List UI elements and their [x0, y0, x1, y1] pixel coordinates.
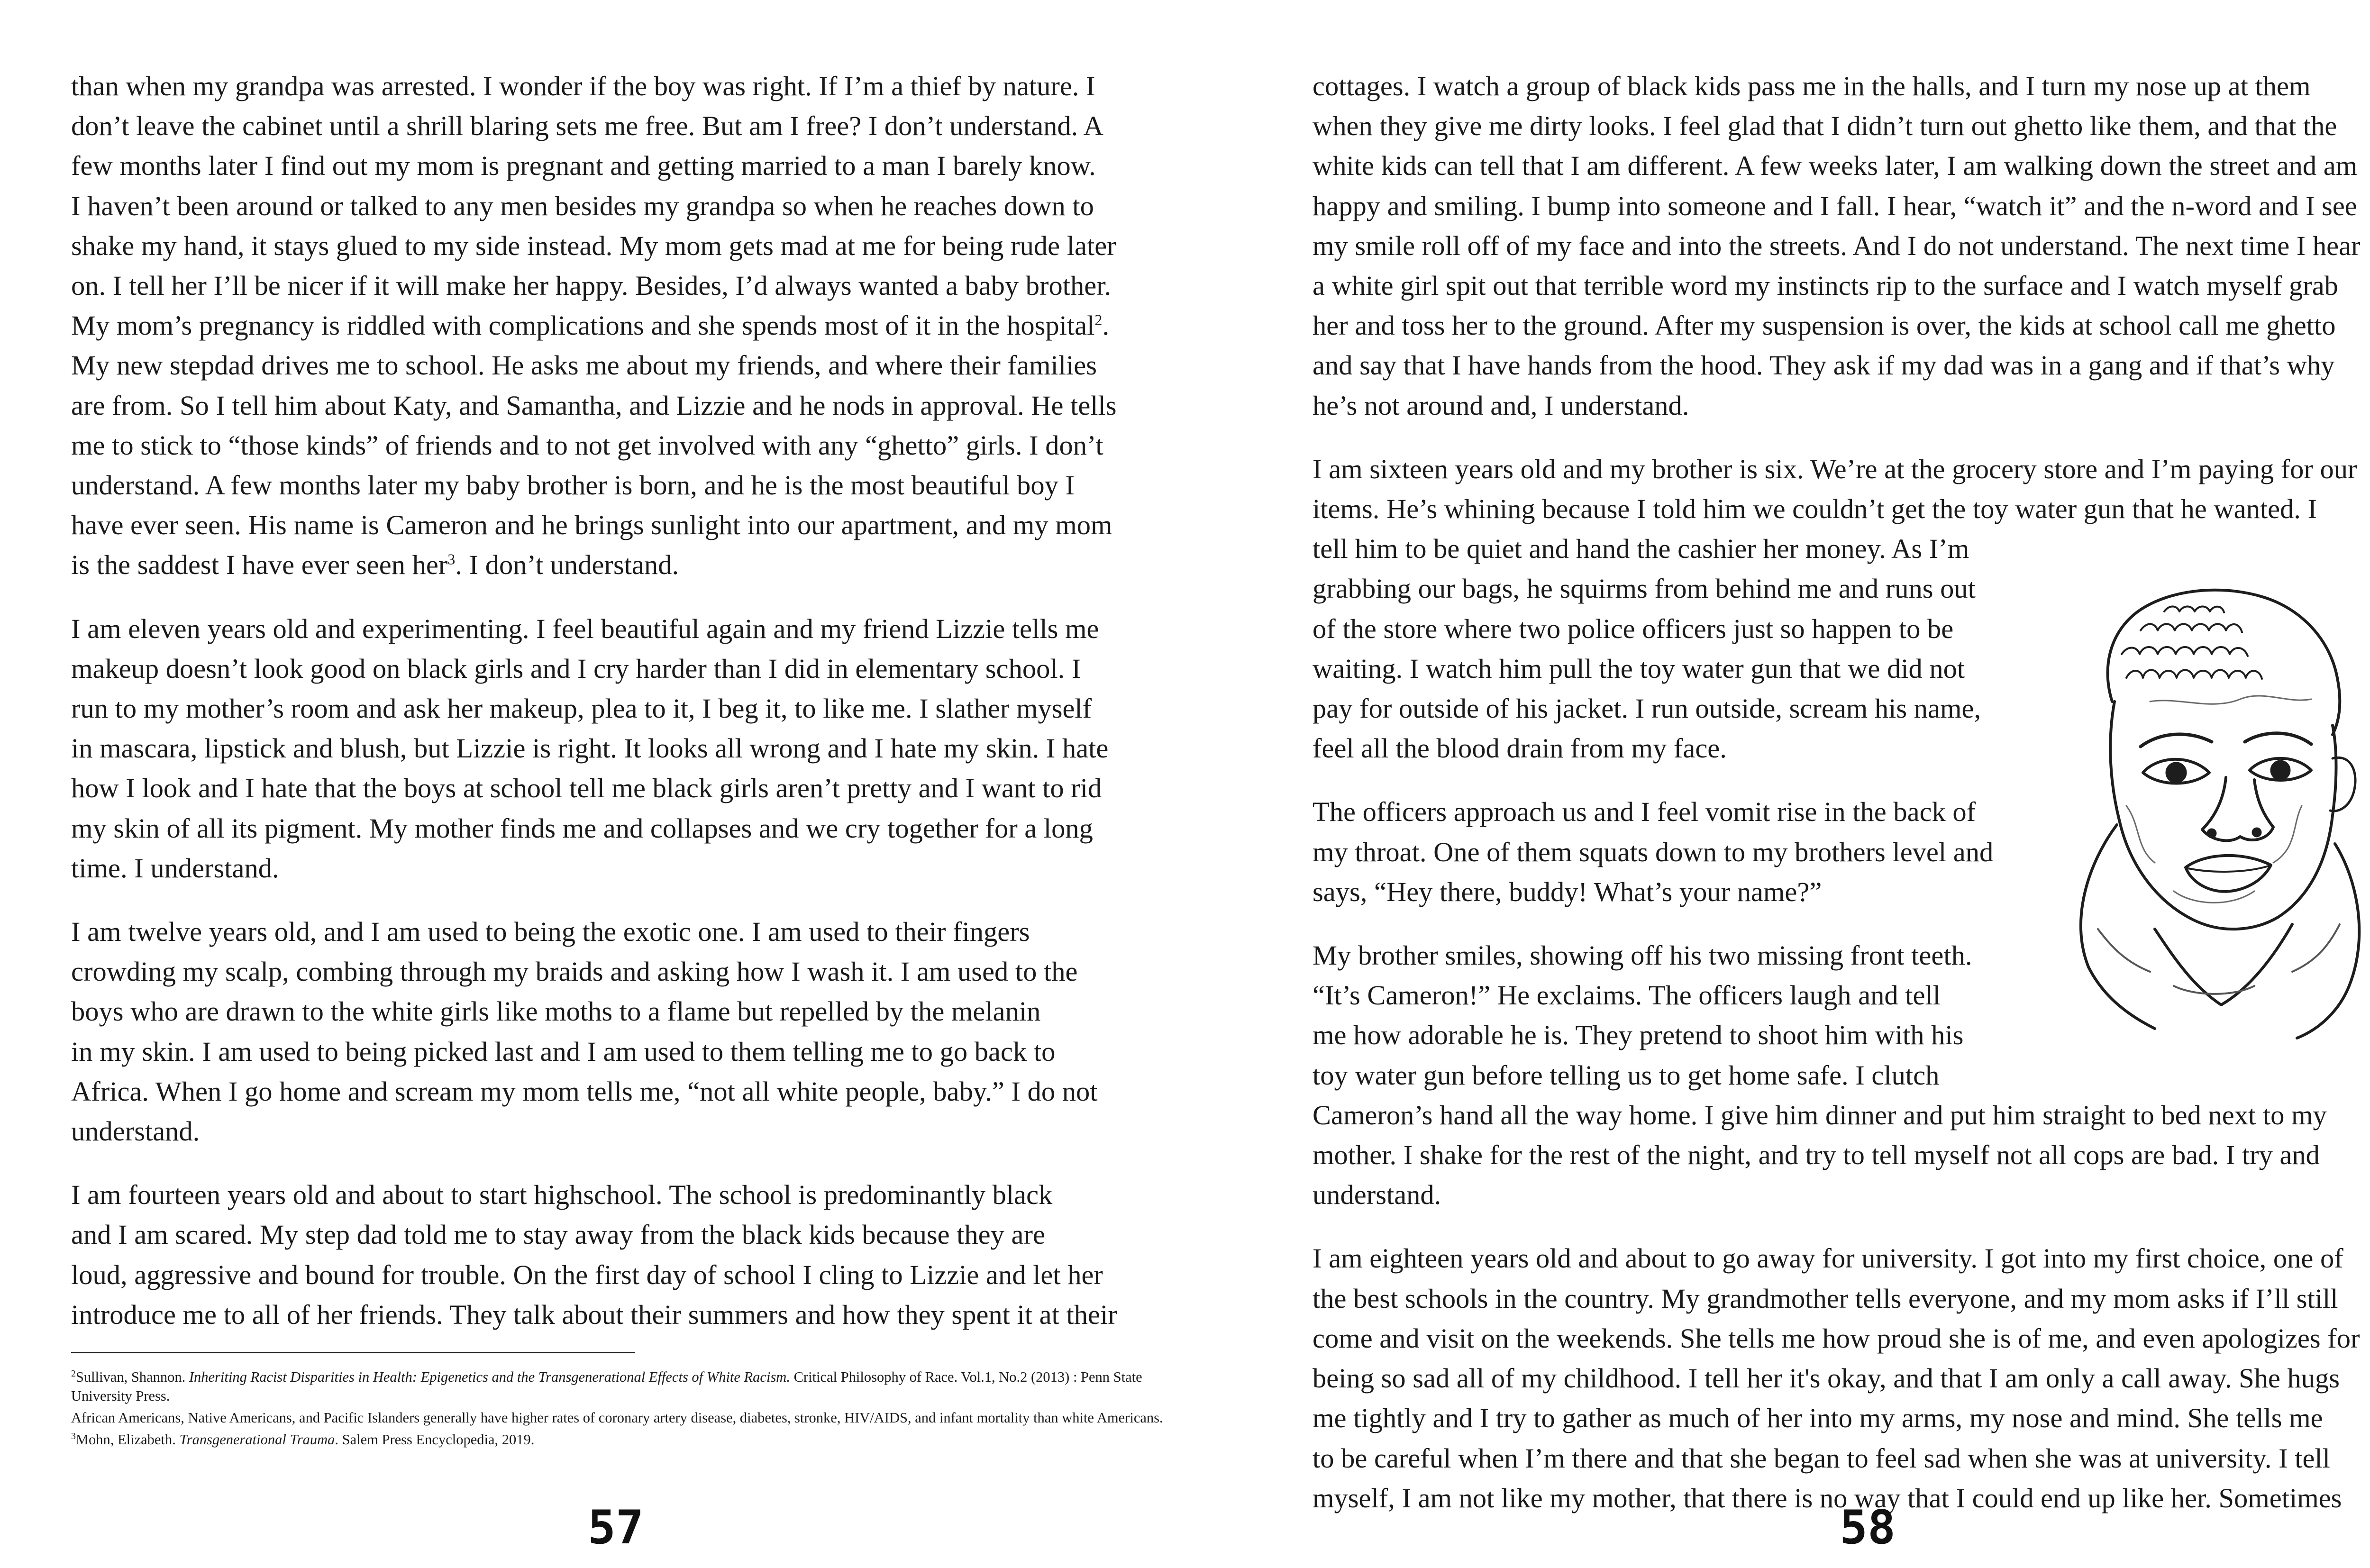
right-page	[1231, 0, 2370, 1568]
footnote-author: Mohn, Elizabeth.	[75, 1431, 180, 1448]
text-line: boys who are drawn to the white girls like moths to a flame but repelled by the melanin	[71, 996, 1041, 1027]
text-line: a white girl spit out that terrible word my instincts rip to the surface and I watch myself grab	[1313, 270, 2338, 301]
text-line: I am eleven years old and experimenting. I feel beautiful again and my friend Lizzie tells me	[71, 613, 1099, 644]
text-segment: .	[1102, 310, 1110, 341]
text-line: time. I understand.	[71, 852, 279, 884]
footnote-title: Transgenerational Trauma	[179, 1431, 335, 1448]
text-line: being so sad all of my childhood. I tell her it's okay, and that I am only a call away. She hugs	[1313, 1363, 2340, 1394]
text-line: run to my mother’s room and ask her makeup, plea to it, I beg it, to like me. I slather myself	[71, 693, 1092, 724]
text-line: understand.	[71, 1116, 200, 1147]
footnote-source: Critical Philosophy of Race. Vol.1, No.2 (2013) : Penn State University Press.	[71, 1369, 1142, 1404]
left-pupil	[2166, 762, 2187, 783]
boy-portrait-sketch	[2055, 559, 2370, 1043]
lip-line	[2188, 866, 2269, 872]
left-paragraph-3	[71, 912, 1176, 1151]
text-line: are from. So I tell him about Katy, and Samantha, and Lizzie and he nods in approval. He tells	[71, 390, 1117, 421]
text-line: my smile roll off of my face and into the streets. And I do not understand. The next time I hear	[1313, 230, 2361, 261]
text-line: and say that I have hands from the hood. They ask if my dad was in a gang and if that’s why	[1313, 350, 2335, 381]
text-line: have ever seen. His name is Cameron and he brings sunlight into our apartment, and my mom	[71, 510, 1112, 541]
text-line: don’t leave the cabinet until a shrill blaring sets me free. But am I free? I don’t understand. A	[71, 110, 1103, 142]
text-line: makeup doesn’t look good on black girls and I cry harder than I did in elementary school. I	[71, 653, 1081, 684]
text-line: items. He’s whining because I told him we couldn’t get the toy water gun that he wanted. I	[1313, 493, 2317, 525]
text-line: toy water gun before telling us to get home safe. I clutch	[1313, 1059, 1940, 1091]
right-paragraph-5	[1313, 1239, 2370, 1518]
face-outline	[2110, 702, 2336, 929]
footnote-ref-2: 2	[1094, 311, 1103, 328]
text-line: understand.	[1313, 1179, 1441, 1211]
text-line: when they give me dirty looks. I feel glad that I didn’t turn out ghetto like them, and that the	[1313, 110, 2337, 142]
text-line: grabbing our bags, he squirms from behind me and runs out	[1313, 573, 1976, 604]
text-line: happy and smiling. I bump into someone and I fall. I hear, “watch it” and the n-word and I see	[1313, 190, 2357, 221]
text-line: to be careful when I’m there and that she began to feel sad when she was at university. I tell	[1313, 1442, 2330, 1474]
page-number-left: 57	[588, 1501, 644, 1555]
text-line: mother. I shake for the rest of the night, and try to tell myself not all cops are bad. I try and	[1313, 1140, 2320, 1171]
text-line	[71, 306, 1176, 346]
text-line: how I look and I hate that the boys at school tell me black girls aren’t pretty and I want to rid	[71, 773, 1102, 804]
text-line: pay for outside of his jacket. I run outside, scream his name,	[1313, 693, 1981, 724]
text-line: Africa. When I go home and scream my mom tells me, “not all white people, baby.” I do not	[71, 1076, 1098, 1107]
text-line: introduce me to all of her friends. They talk about their summers and how they spent it at their	[71, 1299, 1117, 1330]
right-pupil	[2270, 760, 2290, 780]
text-line: “It’s Cameron!” He exclaims. The officers laugh and tell	[1313, 980, 1941, 1011]
text-line: me to stick to “those kinds” of friends and to not get involved with any “ghetto” girls. I don’t	[71, 429, 1103, 461]
text-line: says, “Hey there, buddy! What’s your name?”	[1313, 876, 1822, 907]
footnotes	[71, 1367, 1176, 1452]
text-line: come and visit on the weekends. She tells me how proud she is of me, and even apologizes for	[1313, 1322, 2360, 1354]
right-paragraph-1	[1313, 66, 2370, 426]
text-segment: is the saddest I have ever seen her	[71, 549, 448, 581]
left-paragraph-4	[71, 1175, 1176, 1335]
footnote-3	[71, 1430, 1176, 1449]
text-line: I haven’t been around or talked to any men besides my grandpa so when he reaches down to	[71, 190, 1094, 221]
hair-curls	[2122, 607, 2262, 679]
text-line: and I am scared. My step dad told me to stay away from the black kids because they are	[71, 1219, 1045, 1250]
text-line: I am twelve years old, and I am used to being the exotic one. I am used to their fingers	[71, 916, 1030, 948]
text-line: the best schools in the country. My grandmother tells everyone, and my mom asks if I’ll still	[1313, 1283, 2338, 1314]
text-line: myself, I am not like my mother, that there is no way that I could end up like her. Sometimes	[1313, 1482, 2342, 1513]
text-line: of the store where two police officers just so happen to be	[1313, 613, 1954, 644]
text-line: waiting. I watch him pull the toy water gun that we did not	[1313, 653, 1965, 684]
text-line: on. I tell her I’ll be nicer if it will make her happy. Besides, I’d always wanted a baby brother.	[71, 270, 1112, 301]
right-nostril	[2252, 828, 2261, 837]
left-eyebrow	[2141, 734, 2212, 747]
text-line: crowding my scalp, combing through my braids and asking how I wash it. I am used to the	[71, 956, 1078, 987]
text-line: Cameron’s hand all the way home. I give him dinner and put him straight to bed next to my	[1313, 1099, 2327, 1130]
right-eyebrow	[2245, 733, 2311, 744]
left-paragraph-2	[71, 609, 1176, 888]
left-paragraph-1	[71, 66, 1176, 585]
text-line: I am sixteen years old and my brother is six. We’re at the grocery store and I’m paying for our	[1313, 453, 2357, 484]
text-line: My new stepdad drives me to school. He asks me about my friends, and where their families	[71, 350, 1097, 381]
text-line: I am eighteen years old and about to go away for university. I got into my first choice, one of	[1313, 1243, 2343, 1274]
text-line: my skin of all its pigment. My mother finds me and collapses and we cry together for a long	[71, 812, 1093, 844]
text-line: in my skin. I am used to being picked last and I am used to them telling me to go back to	[71, 1036, 1056, 1067]
footnote-divider	[71, 1352, 635, 1353]
text-line: My brother smiles, showing off his two missing front teeth.	[1313, 940, 1972, 971]
footnote-2	[71, 1367, 1176, 1405]
text-line	[71, 545, 1176, 585]
text-segment: My mom’s pregnancy is riddled with complications and she spends most of it in the hospital	[71, 310, 1095, 341]
footnote-marker: 3	[71, 1431, 76, 1441]
jacket-folds	[2098, 924, 2340, 994]
footnote-source: . Salem Press Encyclopedia, 2019.	[335, 1431, 535, 1448]
text-line: cottages. I watch a group of black kids pass me in the halls, and I turn my nose up at them	[1313, 71, 2311, 101]
left-nostril	[2207, 829, 2216, 838]
page-number-right: 58	[1840, 1501, 1896, 1555]
text-line: I am fourteen years old and about to start highschool. The school is predominantly black	[71, 1179, 1053, 1211]
text-line: shake my hand, it stays glued to my side instead. My mom gets mad at me for being rude later	[71, 230, 1116, 261]
text-line: few months later I find out my mom is pregnant and getting married to a man I barely know.	[71, 150, 1096, 182]
text-line: her and toss her to the ground. After my suspension is over, the kids at school call me ghetto	[1313, 310, 2336, 341]
text-line: my throat. One of them squats down to my brothers level and	[1313, 836, 1994, 867]
footnote-note: African Americans, Native Americans, and Pacific Islanders generally have higher rates of coronary artery disease, diabetes, stronke, HIV/AIDS, and infant mortality than white Americans.	[71, 1410, 1163, 1426]
footnote-ref-3: 3	[447, 550, 456, 568]
text-line: than when my grandpa was arrested. I wonder if the boy was right. If I’m a thief by nature. I	[71, 71, 1095, 101]
footnote-title: Inheriting Racist Disparities in Health: Epigenetics and the Transgenerational Effects of White Racism.	[189, 1369, 790, 1385]
text-line: feel all the blood drain from my face.	[1313, 733, 1727, 764]
text-line: understand. A few months later my baby brother is born, and he is the most beautiful boy I	[71, 470, 1075, 501]
footnote-marker: 2	[71, 1368, 76, 1379]
text-line: he’s not around and, I understand.	[1313, 390, 1689, 421]
text-segment: . I don’t understand.	[455, 549, 679, 581]
text-line: white kids can tell that I am different. A few weeks later, I am walking down the street and am	[1313, 150, 2358, 182]
left-page-body	[71, 66, 1176, 1358]
text-line: in mascara, lipstick and blush, but Lizzie is right. It looks all wrong and I hate my skin. I hate	[71, 733, 1109, 764]
mouth	[2186, 856, 2271, 892]
text-line: The officers approach us and I feel vomit rise in the back of	[1313, 796, 1976, 828]
text-line: tell him to be quiet and hand the cashier her money. As I’m	[1313, 533, 1969, 565]
text-line: me tightly and I try to gather as much of her into my arms, my nose and mind. She tells me	[1313, 1403, 2323, 1434]
text-line: loud, aggressive and bound for trouble. On the first day of school I cling to Lizzie and let her	[71, 1259, 1103, 1290]
text-line: me how adorable he is. They pretend to shoot him with his	[1313, 1020, 1964, 1051]
footnote-author: Sullivan, Shannon.	[75, 1369, 189, 1385]
